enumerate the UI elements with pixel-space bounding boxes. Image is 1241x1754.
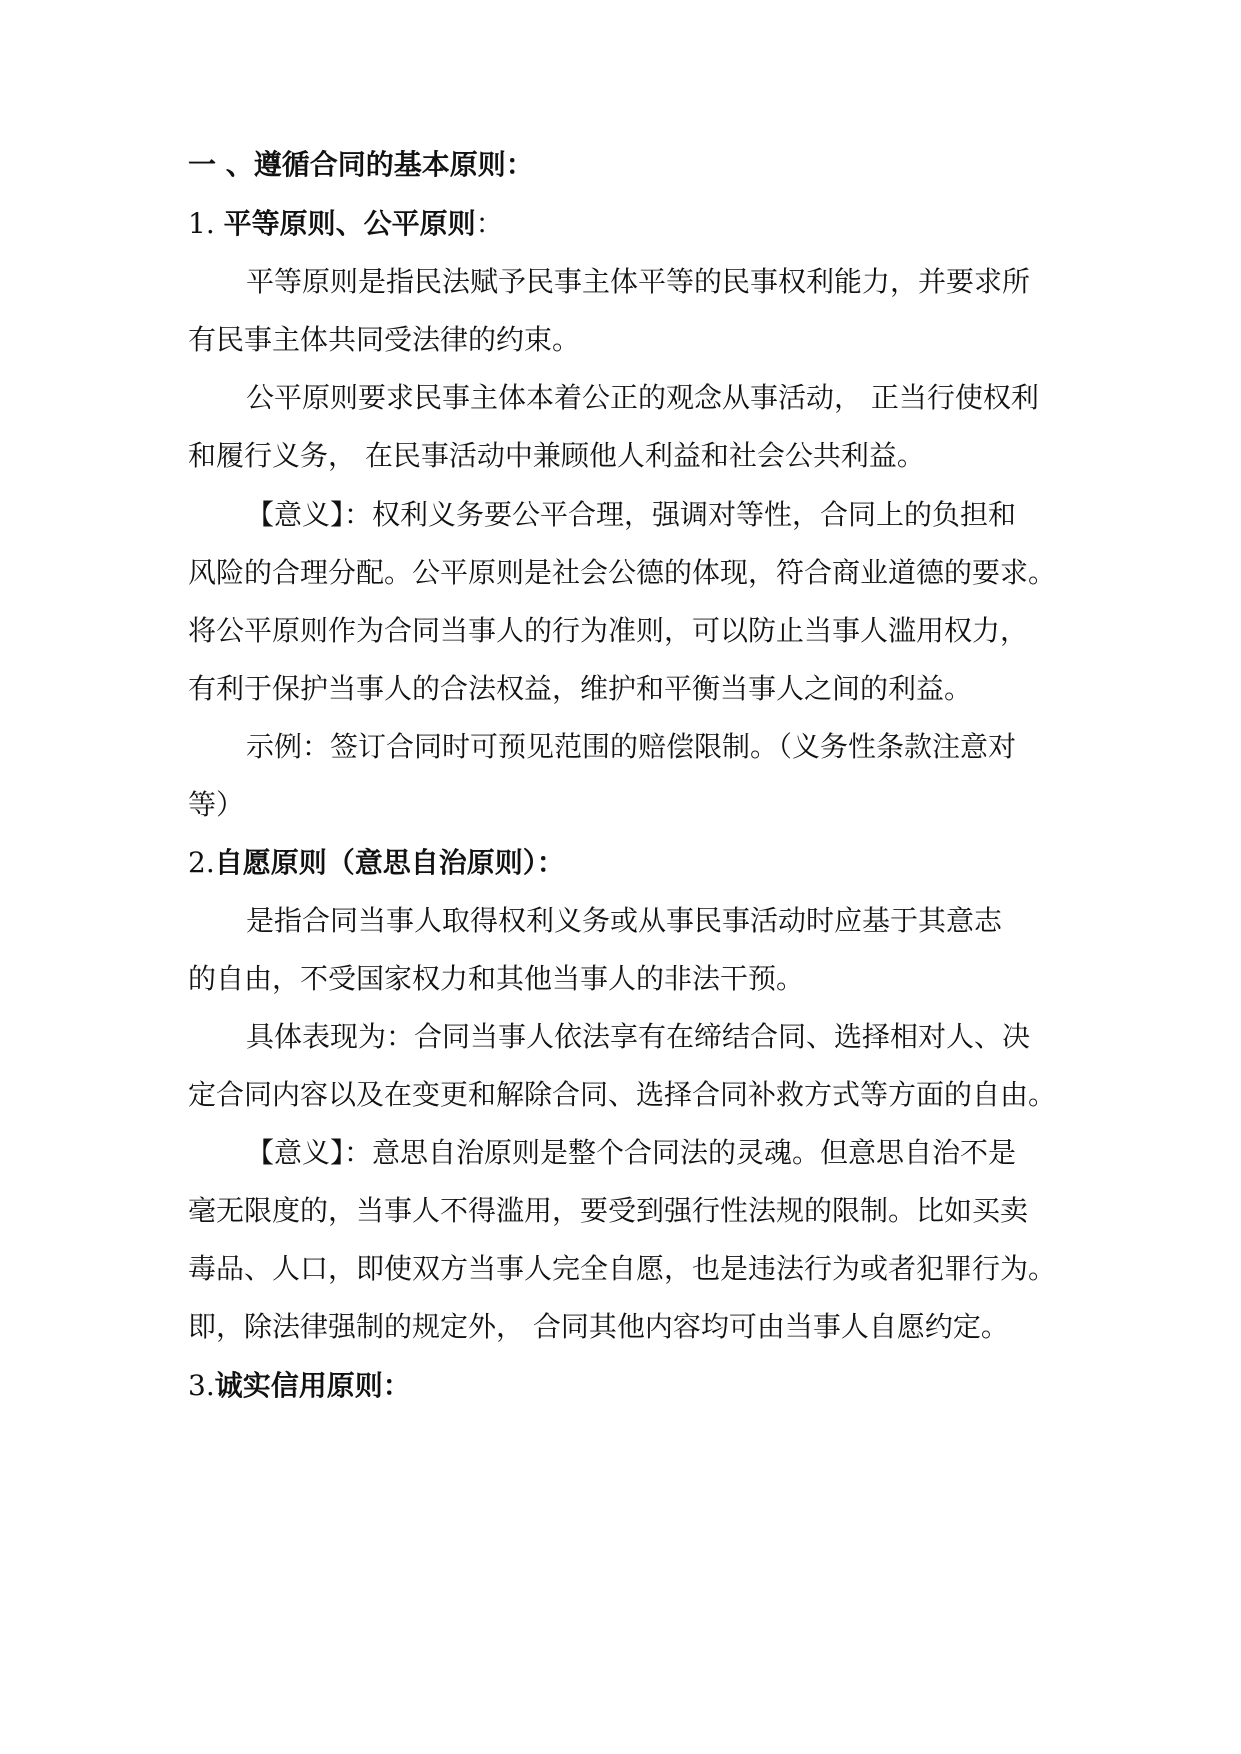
paragraph-line: 风险的合理分配。公平原则是社会公德的体现，符合商业道德的要求。 [188,556,1057,589]
paragraph-line: 的自由，不受国家权力和其他当事人的非法干预。 [188,962,805,995]
paragraph-line: 是指合同当事人取得权利义务或从事民事活动时应基于其意志 [246,904,1003,937]
paragraph-line: 毫无限度的，当事人不得滥用，要受到强行性法规的限制。比如买卖 [188,1194,1029,1227]
subsection-1-title-text: 平等原则、公平原则 [223,207,476,240]
subsection-1-title [188,204,504,244]
paragraph-line: 【意义】：权利义务要公平合理，强调对等性，合同上的负担和 [246,498,1017,531]
paragraph-line: 平等原则是指民法赋予民事主体平等的民事权利能力，并要求所 [246,265,1031,298]
subsection-3-title [188,1366,411,1406]
subsection-3-number: 3. [188,1369,215,1402]
subsection-2-number: 2. [188,846,215,879]
paragraph-line: 毒品、人口，即使双方当事人完全自愿，也是违法行为或者犯罪行为。 [188,1252,1057,1285]
subsection-3-title-text: 诚实信用原则： [214,1369,411,1402]
section-heading: 一 、遵循合同的基本原则： [188,148,534,181]
paragraph-line: 即，除法律强制的规定外， 合同其他内容均可由当事人自愿约定。 [188,1310,1009,1343]
paragraph-line: 具体表现为：合同当事人依法享有在缔结合同、选择相对人、决 [246,1020,1031,1053]
paragraph-line: 有民事主体共同受法律的约束。 [188,323,581,356]
paragraph-line: 和履行义务， 在民事活动中兼顾他人利益和社会公共利益。 [188,439,925,472]
paragraph-line: 公平原则要求民事主体本着公正的观念从事活动， 正当行使权利 [246,381,1039,414]
paragraph-line: 等） [188,788,245,821]
subsection-1-number: 1. [188,207,215,240]
paragraph-line: 示例：签订合同时可预见范围的赔偿限制。（义务性条款注意对 [246,730,1017,763]
paragraph-line: 有利于保护当事人的合法权益，维护和平衡当事人之间的利益。 [188,672,973,705]
paragraph-line: 定合同内容以及在变更和解除合同、选择合同补救方式等方面的自由。 [188,1078,1057,1111]
paragraph-line: 【意义】：意思自治原则是整个合同法的灵魂。但意思自治不是 [246,1136,1017,1169]
paragraph-line: 将公平原则作为合同当事人的行为准则，可以防止当事人滥用权力， [188,614,1029,647]
subsection-1-colon: ： [475,207,504,240]
subsection-2-title [188,843,565,883]
subsection-2-title-text: 自愿原则（意思自治原则）： [214,846,565,879]
